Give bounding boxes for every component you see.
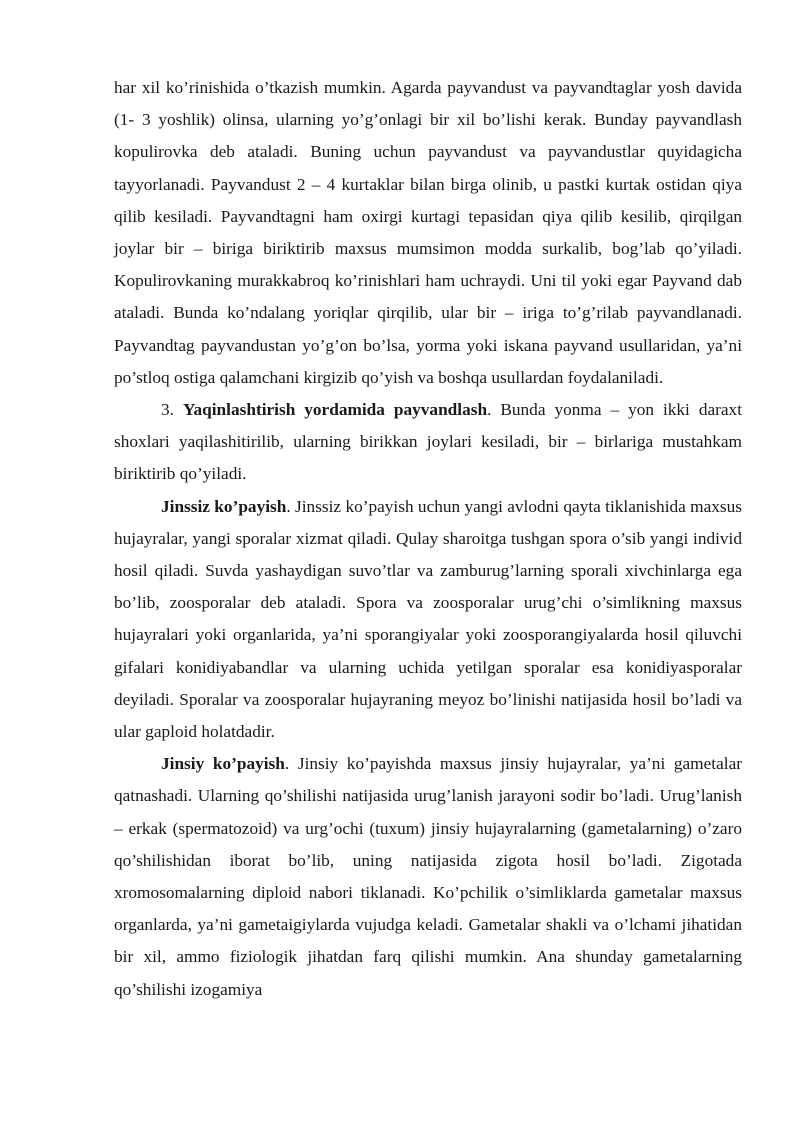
paragraph-approach-grafting — [114, 394, 742, 491]
paragraph-heading: Yaqinlashtirish yordamida payvandlash — [182, 400, 488, 420]
paragraph-asexual-reproduction — [114, 491, 742, 749]
paragraph-number: 3. — [161, 400, 183, 420]
paragraph-text: har xil ko’rinishida o’tkazish mumkin. Agarda payvandust va payvandtaglar yosh davida (1- 3 yoshlik) olinsa, ularning yo’g’onlagi bir xil bo’lishi kerak. Bunday payvandlash kopulirovka deb ataladi. Buning uchun payvandust va payvandustlar quyidagicha tayyorlanadi. Payvandust 2 – 4 kurtaklar bilan birga olinib, u pastki kurtak ostidan qiya qilib kesiladi. Payvandtagni ham oxirgi kurtagi tepasidan qiya qilib kesilib, qirqilgan joylar bir – biriga biriktirib maxsus mumsimon modda surkalib, bog’lab qo’yiladi. Kopulirovkaning murakkabroq ko’rinishlari ham uchraydi. Uni til yoki egar Payvand dab ataladi. Bunda ko’ndalang yoriqlar qirqilib, ular bir – iriga to’g’rilab payvandlanadi. Payvandtag payvandustan yo’g’on bo’lsa, yorma yoki iskana payvand usullaridan, ya’ni po’stloq ostiga qalamchani kirgizib qo’yish va boshqa usullardan foydalaniladi. — [114, 78, 742, 387]
paragraph-sexual-reproduction — [114, 748, 742, 1006]
paragraph-text: . Jinssiz ko’payish uchun yangi avlodni qayta tiklanishida maxsus hujayralar, yangi sporalar xizmat qiladi. Qulay sharoitga tushgan spora o’sib yangi individ hosil qiladi. Suvda yashaydigan suvo’tlar va zamburug’larning sporali xivchinlarga ega bo’lib, zoosporalar deb ataladi. Spora va zoosporalar urug’chi o’simlikning maxsus hujayralari yoki organlarida, ya’ni sporangiyalar yoki zoosporangiyalarda hosil qiluvchi gifalari konidiyabandlar va ularning uchida yetilgan sporalar esa konidiyasporalar deyiladi. Sporalar va zoosporalar hujayraning meyoz bo’linishi natijasida hosil bo’ladi va ular gaploid holatdadir. — [114, 496, 742, 742]
paragraph-grafting-methods — [114, 72, 742, 394]
paragraph-text: . Bunda yonma – yon ikki daraxt shoxlari yaqilashitirilib, ularning birikkan joylari kesiladi, bir – birlariga mustahkam biriktirib qo’yiladi. — [114, 400, 742, 484]
paragraph-heading: Jinsiy ko’payish — [161, 754, 285, 774]
paragraph-text: . Jinsiy ko’payishda maxsus jinsiy hujayralar, ya’ni gametalar qatnashadi. Ularning qo’shilishi natijasida urug’lanish jarayoni sodir bo’ladi. Urug’lanish – erkak (spermatozoid) va urg’ochi (tuxum) jinsiy hujayralarning (gametalarning) o’zaro qo’shilishidan iborat bo’lib, uning natijasida zigota hosil bo’ladi. Zigotada xromosomalarning diploid nabori tiklanadi. Ko’pchilik o’simliklarda gametalar maxsus organlarda, ya’ni gametaigiylarda vujudga keladi. Gametalar shakli va o’lchami jihatidan bir xil, ammo fiziologik jihatdan farq qilishi mumkin. Ana shunday gametalarning qo’shilishi izogamiya — [114, 754, 742, 999]
paragraph-heading: Jinssiz ko’payish — [161, 496, 287, 516]
document-page — [114, 72, 742, 1006]
